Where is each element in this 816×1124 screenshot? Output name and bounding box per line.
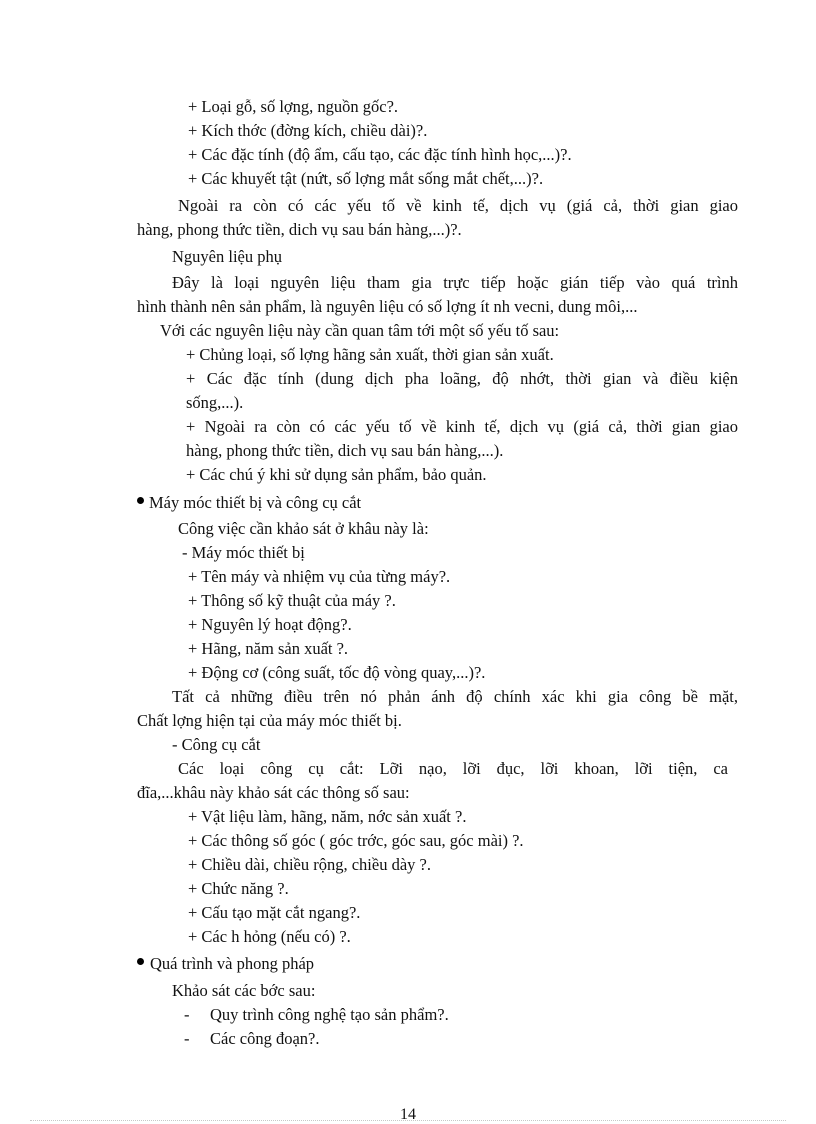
bullet-icon bbox=[137, 958, 144, 965]
text-line: + Động cơ (công suất, tốc độ vòng quay,...)?. bbox=[188, 663, 486, 682]
text-line: + Tên máy và nhiệm vụ của từng máy?. bbox=[188, 567, 451, 586]
list-item: Các công đoạn?. bbox=[210, 1029, 320, 1048]
section-subheading: Nguyên liệu phụ bbox=[172, 247, 282, 266]
text-line: + Hãng, năm sản xuất ?. bbox=[188, 639, 349, 658]
text-line: + Chiều dài, chiều rộng, chiều dày ?. bbox=[188, 855, 431, 874]
text-line: Tất cả những điều trên nó phản ánh độ chính xác khi gia công bề mặt, bbox=[172, 687, 738, 706]
list-item: Quy trình công nghệ tạo sản phẩm?. bbox=[210, 1005, 449, 1024]
text-line: hình thành nên sản phẩm, là nguyên liệu có số lợng ít nh vecni, dung môi,... bbox=[137, 297, 638, 316]
text-line: + Vật liệu làm, hãng, năm, nớc sản xuất ?. bbox=[188, 807, 467, 826]
section-heading: Máy móc thiết bị và công cụ cắt bbox=[149, 493, 362, 512]
text-line: - Công cụ cắt bbox=[172, 735, 261, 754]
text-line: + Kích thớc (đờng kích, chiều dài)?. bbox=[188, 121, 428, 140]
text-line: - Máy móc thiết bị bbox=[182, 543, 305, 562]
text-line: Các loại công cụ cắt: Lỡi nạo, lỡi đục, lỡi khoan, lỡi tiện, ca bbox=[178, 759, 728, 778]
list-dash: - bbox=[184, 1005, 190, 1024]
text-line: + Nguyên lý hoạt động?. bbox=[188, 615, 352, 634]
text-line: + Các đặc tính (dung dịch pha loãng, độ nhớt, thời gian và điều kiện bbox=[186, 369, 738, 388]
text-line: + Ngoài ra còn có các yếu tố về kinh tế, dịch vụ (giá cả, thời gian giao bbox=[186, 417, 738, 436]
text-line: Ngoài ra còn có các yếu tố về kinh tế, dịch vụ (giá cả, thời gian giao bbox=[178, 196, 738, 215]
text-line: hàng, phong thức tiền, dich vụ sau bán hàng,...). bbox=[186, 441, 504, 460]
text-line: + Các đặc tính (độ ẩm, cấu tạo, các đặc tính hình học,...)?. bbox=[188, 145, 572, 164]
text-line: + Cấu tạo mặt cắt ngang?. bbox=[188, 903, 361, 922]
text-line: + Chủng loại, số lợng hãng sản xuất, thời gian sản xuất. bbox=[186, 345, 554, 364]
text-line: hàng, phong thức tiền, dich vụ sau bán hàng,...)?. bbox=[137, 220, 462, 239]
text-line: Với các nguyên liệu này cần quan tâm tới một số yếu tố sau: bbox=[160, 321, 560, 340]
page-number: 14 bbox=[400, 1106, 416, 1123]
list-dash: - bbox=[184, 1029, 190, 1048]
text-line: Chất lợng hiện tại của máy móc thiết bị. bbox=[137, 711, 402, 730]
text-line: + Các thông số góc ( góc trớc, góc sau, góc mài) ?. bbox=[188, 831, 524, 850]
text-line: sống,...). bbox=[186, 393, 244, 412]
footer-divider bbox=[30, 1120, 786, 1121]
text-line: Đây là loại nguyên liệu tham gia trực tiếp hoặc gián tiếp vào quá trình bbox=[172, 273, 738, 292]
text-line: + Thông số kỹ thuật của máy ?. bbox=[188, 591, 396, 610]
text-line: Khảo sát các bớc sau: bbox=[172, 981, 316, 1000]
text-line: + Các h hỏng (nếu có) ?. bbox=[188, 927, 351, 946]
text-line: đĩa,...khâu này khảo sát các thông số sau: bbox=[137, 783, 410, 802]
text-line: + Chức năng ?. bbox=[188, 879, 289, 898]
text-line: Công việc cần khảo sát ở khâu này là: bbox=[178, 519, 429, 538]
text-line: + Loại gỗ, số lợng, nguồn gốc?. bbox=[188, 97, 399, 116]
text-line: + Các khuyết tật (nứt, số lợng mắt sống mắt chết,...)?. bbox=[188, 169, 544, 188]
bullet-icon bbox=[137, 497, 144, 504]
section-heading: Quá trình và phong pháp bbox=[150, 954, 315, 973]
text-line: + Các chú ý khi sử dụng sản phẩm, bảo quản. bbox=[186, 465, 487, 484]
